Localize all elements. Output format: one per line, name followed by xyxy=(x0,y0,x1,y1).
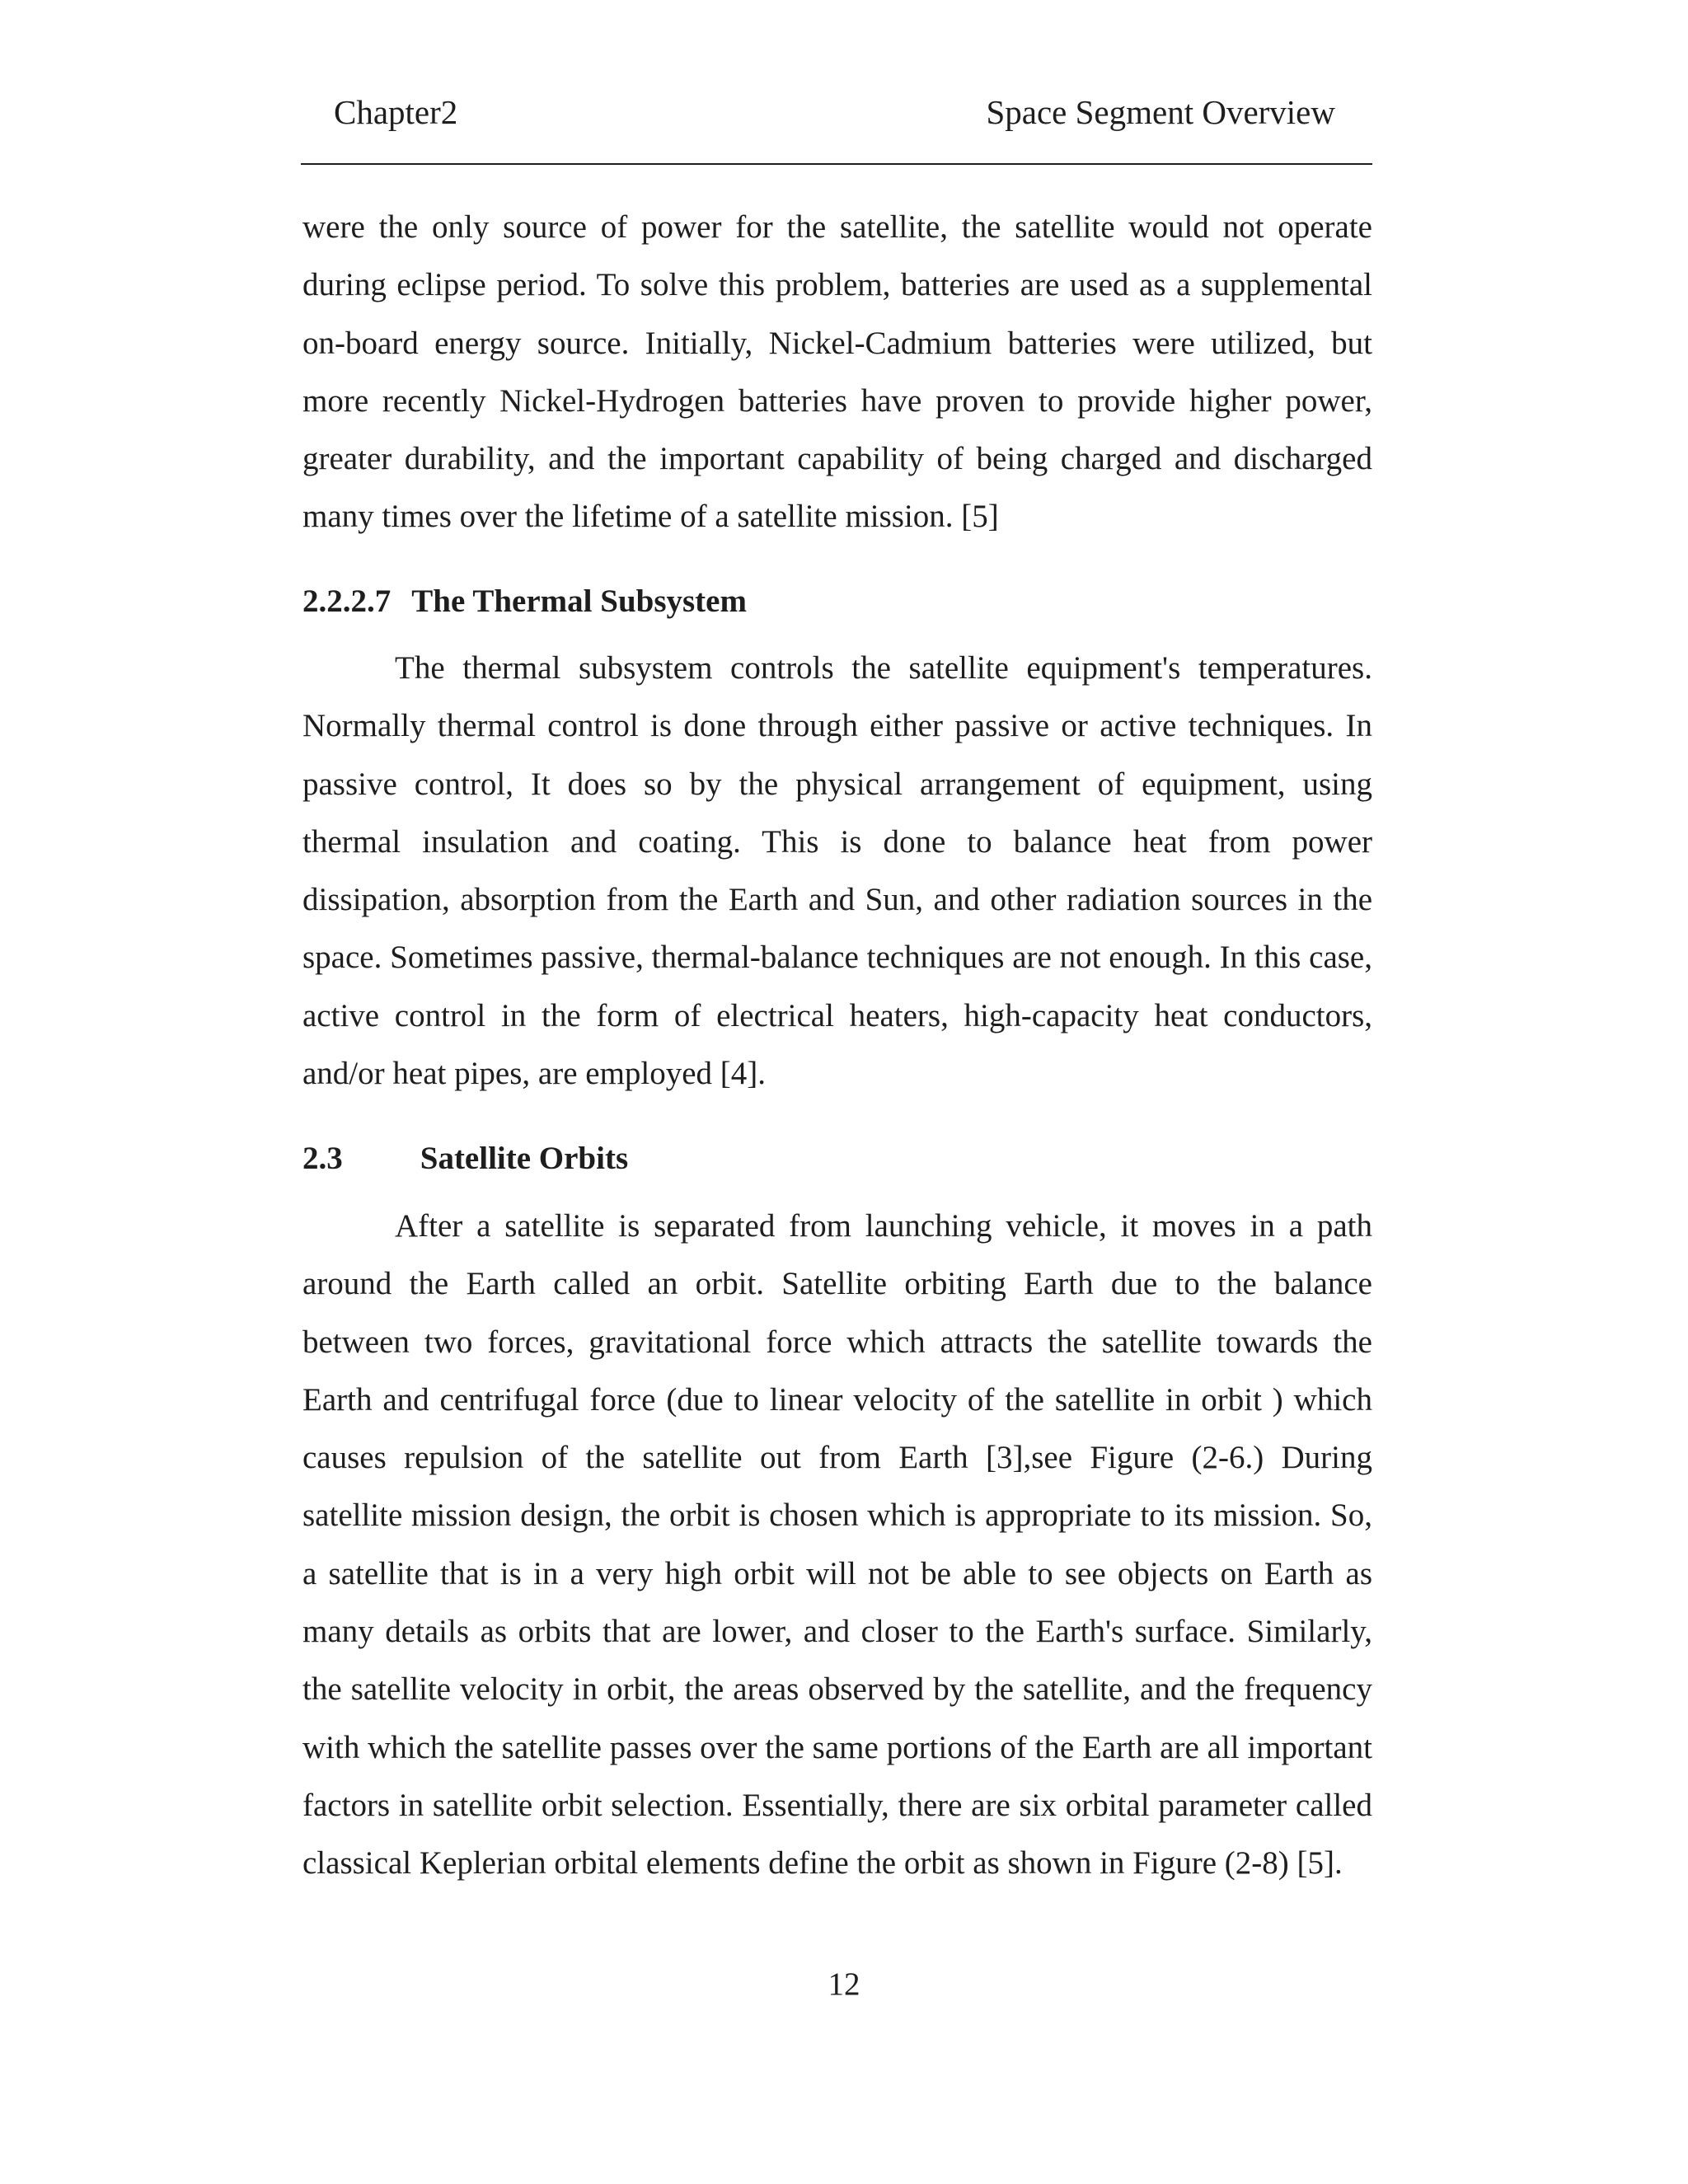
continuation-paragraph: were the only source of power for the satellite, the satellite would not operate during eclipse period. To solve this problem, batteries are used as a supplemental on-board energy source. Initially, Nickel-Cadmium batteries were utilized, but more recently Nickel-Hydrogen batteries have proven to provide higher power, greater durability, and the important capability of being charged and discharged many times over the lifetime of a satellite mission. [5] xyxy=(302,209,1372,535)
section-number: 2.2.2.7 xyxy=(302,583,392,619)
section-heading-orbits xyxy=(302,1134,628,1183)
section-title: The Thermal Subsystem xyxy=(411,583,747,619)
satellite-orbits-paragraph: After a satellite is separated from launching vehicle, it moves in a path around the Earth called an orbit. Satellite orbiting Earth due to the balance between two forces, gravitational force which attracts the satellite towards the Earth and centrifugal force (due to linear velocity of the satellite in orbit ) which causes repulsion of the satellite out from Earth [3],see Figure (2-6.) During satellite mission design, the orbit is chosen which is appropriate to its mission. So, a satellite that is in a very high orbit will not be able to see objects on Earth as many details as orbits that are lower, and closer to the Earth's surface. Similarly, the satellite velocity in orbit, the areas observed by the satellite, and the frequency with which the satellite passes over the same portions of the Earth are all important factors in satellite orbit selection. Essentially, there are six orbital parameter called classical Keplerian orbital elements define the orbit as shown in Figure (2-8) [5]. xyxy=(302,1208,1372,1882)
running-header xyxy=(301,87,1372,137)
section-heading-thermal xyxy=(302,577,747,626)
section-number: 2.3 xyxy=(302,1141,343,1176)
header-title: Space Segment Overview xyxy=(986,93,1335,131)
header-chapter: Chapter2 xyxy=(334,93,458,131)
header-divider xyxy=(301,163,1372,165)
section-title: Satellite Orbits xyxy=(420,1141,629,1176)
page-number: 12 xyxy=(828,1966,860,2002)
thermal-subsystem-paragraph: The thermal subsystem controls the satellite equipment's temperatures. Normally thermal control is done through either passive or active techniques. In passive control, It does so by the physical arrangement of equipment, using thermal insulation and coating. This is done to balance heat from power dissipation, absorption from the Earth and Sun, and other radiation sources in the space. Sometimes passive, thermal-balance techniques are not enough. In this case, active control in the form of electrical heaters, high-capacity heat conductors, and/or heat pipes, are employed [4]. xyxy=(302,650,1372,1092)
